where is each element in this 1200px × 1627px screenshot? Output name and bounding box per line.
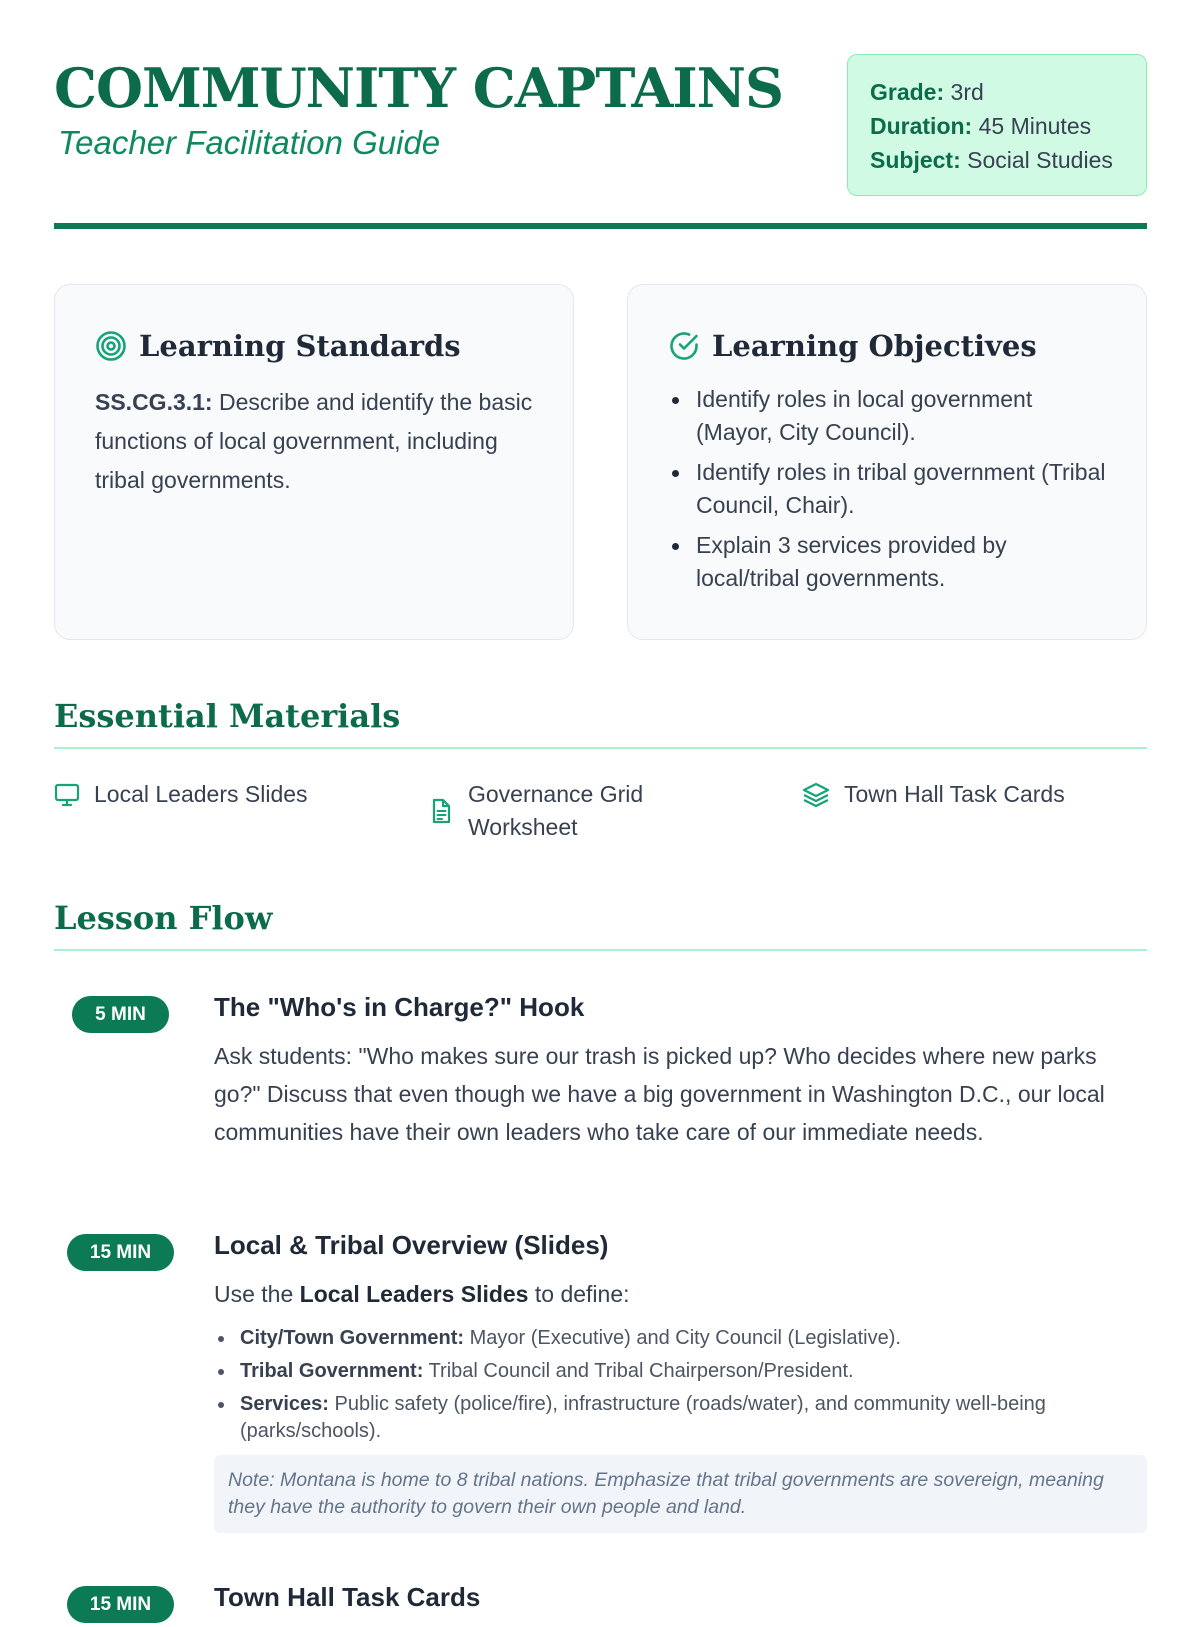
material-item-task-cards [802, 778, 1147, 811]
time-badge: 15 MIN [67, 1234, 174, 1271]
meta-grade-label: Grade: [870, 79, 945, 105]
learning-objectives-header [668, 329, 1106, 363]
layers-icon [802, 781, 830, 809]
step-intro-pre: Use the [214, 1281, 300, 1307]
list-item [214, 1325, 1147, 1352]
materials-divider [54, 747, 1147, 749]
meta-duration [870, 109, 1124, 143]
page-subtitle: Teacher Facilitation Guide [58, 124, 441, 161]
step-content [214, 1582, 1147, 1627]
material-item-worksheet [428, 778, 698, 844]
step-title: Town Hall Task Cards [214, 1582, 481, 1612]
meta-subject-value: Social Studies [967, 147, 1113, 173]
definitions-list [214, 1325, 1147, 1445]
teacher-note: Note: Montana is home to 8 tribal nations. Emphasize that tribal governments are sovereign, meaning they have the authority to govern their own people and land. [214, 1455, 1147, 1533]
learning-objectives-title: Learning Objectives [712, 329, 1037, 363]
objectives-list [668, 383, 1106, 595]
material-label: Governance Grid Worksheet [468, 781, 644, 840]
step-content [214, 1230, 1147, 1533]
meta-subject-label: Subject: [870, 147, 961, 173]
meta-duration-value: 45 Minutes [978, 113, 1092, 139]
header-divider [54, 223, 1147, 229]
check-circle-icon [668, 330, 700, 362]
definition-text: Mayor (Executive) and City Council (Legislative). [464, 1327, 901, 1349]
step-intro-post: to define: [528, 1281, 630, 1307]
monitor-icon [54, 782, 80, 808]
time-badge: 5 MIN [72, 996, 169, 1033]
definition-text: Public safety (police/fire), infrastructure (roads/water), and community well-being (parks/schools). [240, 1393, 1046, 1442]
learning-standards-title: Learning Standards [139, 329, 461, 363]
lesson-flow-heading: Lesson Flow [54, 899, 273, 937]
standard-code: SS.CG.3.1: [95, 389, 213, 415]
list-item: Identify roles in local government (Mayor, City Council). [668, 383, 1106, 449]
list-item: Explain 3 services provided by local/tribal governments. [668, 529, 1106, 595]
step-content [214, 992, 1147, 1151]
step-description: Ask students: "Who makes sure our trash is picked up? Who decides where new parks go?" Discuss that even though we have a big government in Washington D.C., our local communities have their own leaders who take care of our immediate needs. [214, 1043, 1105, 1145]
standard-text: Describe and identify the basic functions of local government, including tribal governments. [95, 389, 533, 493]
material-label: Town Hall Task Cards [844, 781, 1065, 807]
lesson-flow-divider [54, 949, 1147, 951]
list-item [214, 1391, 1147, 1445]
step-intro-bold: Local Leaders Slides [299, 1281, 529, 1307]
step-title: Local & Tribal Overview (Slides) [214, 1230, 609, 1260]
material-item-slides [54, 778, 394, 811]
materials-heading: Essential Materials [54, 697, 401, 735]
definition-label: City/Town Government: [240, 1327, 465, 1349]
learning-standards-header [95, 329, 533, 363]
lesson-meta-box [847, 54, 1147, 196]
header [54, 0, 1147, 230]
standard-description [95, 383, 533, 500]
list-item: Identify roles in tribal government (Tribal Council, Chair). [668, 456, 1106, 522]
time-badge: 15 MIN [67, 1586, 174, 1623]
target-icon [95, 330, 127, 362]
meta-grade-value: 3rd [950, 79, 984, 105]
definition-label: Services: [240, 1393, 329, 1415]
definition-text: Tribal Council and Tribal Chairperson/President. [423, 1360, 854, 1382]
material-label: Local Leaders Slides [94, 781, 308, 807]
learning-standards-card [54, 284, 574, 640]
step-intro [214, 1275, 1147, 1313]
definition-label: Tribal Government: [240, 1360, 424, 1382]
meta-subject [870, 143, 1124, 177]
learning-objectives-card [627, 284, 1147, 640]
step-title: The "Who's in Charge?" Hook [214, 992, 585, 1022]
list-item [214, 1358, 1147, 1385]
document-icon [428, 798, 454, 824]
facilitation-guide-page [54, 0, 1147, 1615]
meta-duration-label: Duration: [870, 113, 973, 139]
page-title: COMMUNITY CAPTAINS [54, 56, 784, 120]
meta-grade [870, 75, 1124, 109]
